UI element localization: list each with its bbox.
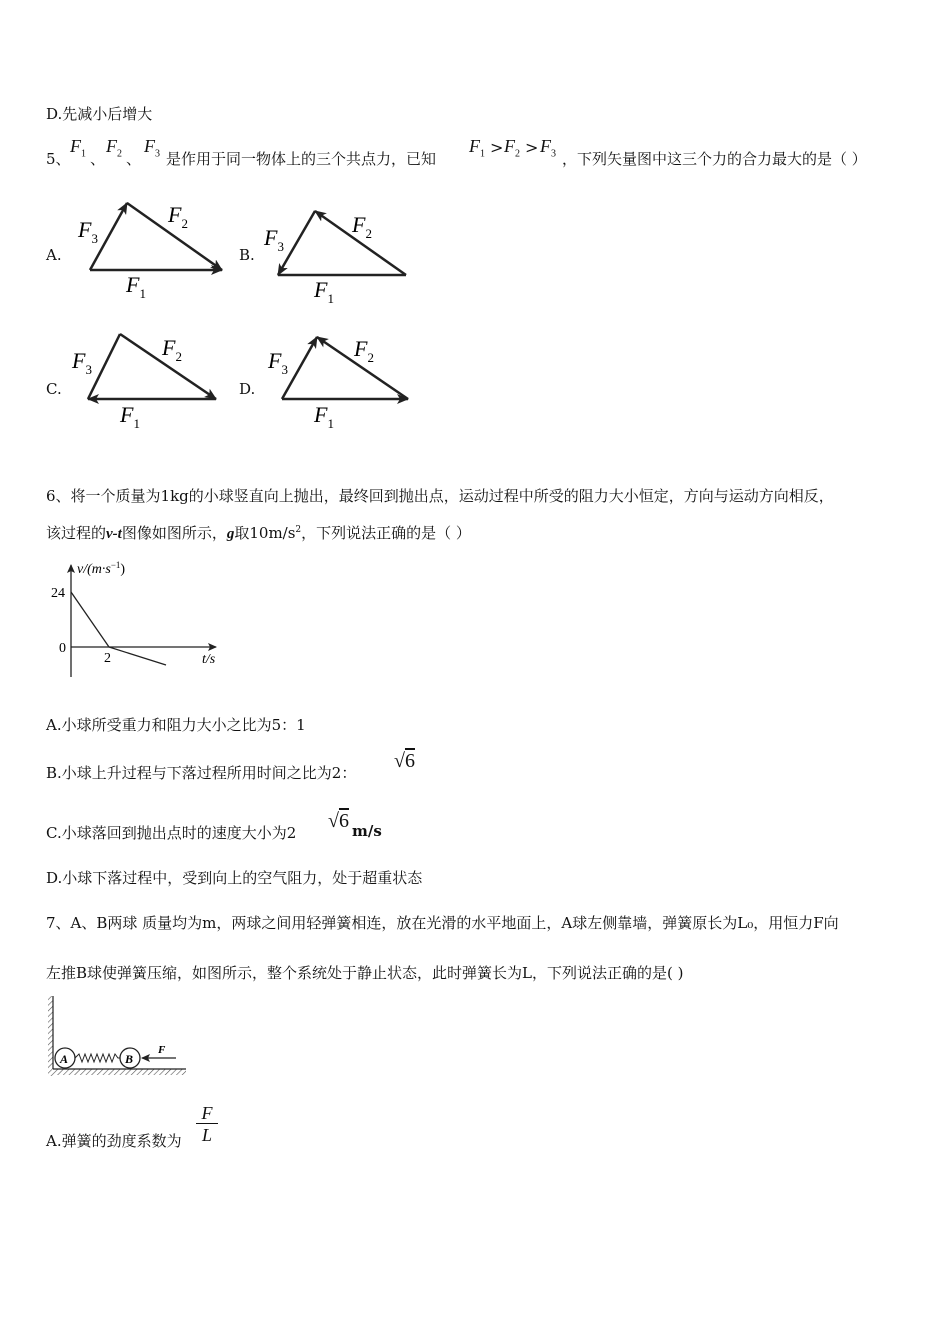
q5d-f2-label: $F_2$	[354, 336, 374, 365]
q6-option-a: A.小球所受重力和阻力大小之比为5：1	[46, 716, 306, 734]
q5b-f2-label: $F_2$	[352, 212, 372, 241]
q5-option-c-label: C.	[46, 380, 62, 398]
prev-option-d: D.先减小后增大	[46, 105, 153, 123]
q5c-f2-label: $F_2$	[162, 335, 182, 364]
q6-descent-line	[109, 647, 166, 665]
q7-stem-line1: 7、A、B两球 质量均为m，两球之间用轻弹簧相连，放在光滑的水平地面上，A球左侧靠墙，弹簧原长为L₀，用恒力F向	[46, 914, 839, 932]
q6-stem-line2: 该过程的v-t图像如图所示，g取$10m/s^2$，下列说法正确的是（ ）	[46, 524, 471, 542]
q7-spring	[75, 1054, 120, 1062]
q7-option-a: A.弹簧的劲度系数为	[46, 1132, 182, 1150]
q6-option-d: D.小球下落过程中，受到向上的空气阻力，处于超重状态	[46, 869, 423, 887]
q5a-f3-label: $F_3$	[78, 217, 98, 246]
q5-option-d-diagram	[262, 326, 422, 436]
svg-text:A: A	[60, 1052, 69, 1066]
q5d-f3-label: $F_3$	[268, 348, 288, 377]
q5-option-c-diagram	[70, 322, 230, 432]
q6-y-axis-label: $v/(m\cdot s^{-1})$	[77, 560, 126, 577]
q5c-f1-label: $F_1$	[120, 402, 140, 431]
q5b-f3-label: $F_3$	[264, 225, 284, 254]
q6-vt-symbol: v-t	[106, 526, 122, 542]
q6-x-tick-2: 2	[104, 651, 111, 666]
q6-g-symbol: g	[226, 526, 235, 542]
q5-option-a-diagram	[70, 190, 235, 305]
q5-option-d-label: D.	[239, 380, 256, 398]
q5-cond-f3: $F_3$	[540, 136, 556, 160]
q5-gt-2: >	[525, 138, 539, 157]
q5d-f1-label: $F_1$	[314, 402, 334, 431]
q5-number: 5、	[46, 150, 71, 168]
q5-text-mid: 是作用于同一物体上的三个共点力，已知	[166, 150, 437, 168]
q5-option-b-diagram	[258, 198, 418, 308]
q6-option-c-sqrt: √6	[328, 810, 349, 832]
q6-origin-label: 0	[59, 641, 66, 656]
q5-option-a-label: A.	[46, 246, 62, 264]
svg-text:B: B	[125, 1052, 134, 1066]
q5-sep-2: 、	[126, 150, 142, 168]
q7-wall	[48, 996, 53, 1076]
q5a-f2-label: $F_2$	[168, 202, 188, 231]
q5-cond-f2: $F_2$	[504, 136, 520, 160]
q7-spring-figure	[44, 992, 194, 1082]
q5-f2-symbol: $F_2$	[106, 136, 122, 160]
q5c-f3-label: $F_3$	[72, 348, 92, 377]
q5-f3-symbol: $F_3$	[144, 136, 160, 160]
q5b-f1-label: $F_1$	[314, 277, 334, 306]
q6-stem-line1: 6、将一个质量为1kg的小球竖直向上抛出，最终回到抛出点，运动过程中所受的阻力大小恒定，方向与运动方向相反，	[46, 487, 834, 505]
q7-stem-line2: 左推B球使弹簧压缩，如图所示，整个系统处于静止状态，此时弹簧长为L，下列说法正确的是( )	[46, 964, 684, 982]
q5-text-end: ，下列矢量图中这三个力的合力最大的是（ ）	[562, 150, 867, 168]
q6-y-tick-24: 24	[51, 586, 65, 601]
q5a-f1-label: $F_1$	[126, 272, 146, 301]
svg-text:F: F	[158, 1044, 166, 1056]
q5-option-b-label: B.	[239, 246, 255, 264]
q5-gt-1: >	[490, 138, 504, 157]
q5-cond-f1: $F_1$	[469, 136, 485, 160]
q6-x-axis-label: t/s	[202, 652, 216, 667]
q5-sep-1: 、	[90, 150, 106, 168]
q6-ascent-line	[71, 592, 109, 647]
q5c-f3-vector	[88, 334, 120, 399]
q6-option-b-sqrt: √6	[394, 750, 415, 772]
q7-floor	[53, 1069, 186, 1075]
q7-option-a-fraction: $\frac{F}{L}$	[196, 1103, 218, 1146]
q6-vt-graph	[44, 555, 234, 685]
q5-f1-symbol: $F_1$	[70, 136, 86, 160]
